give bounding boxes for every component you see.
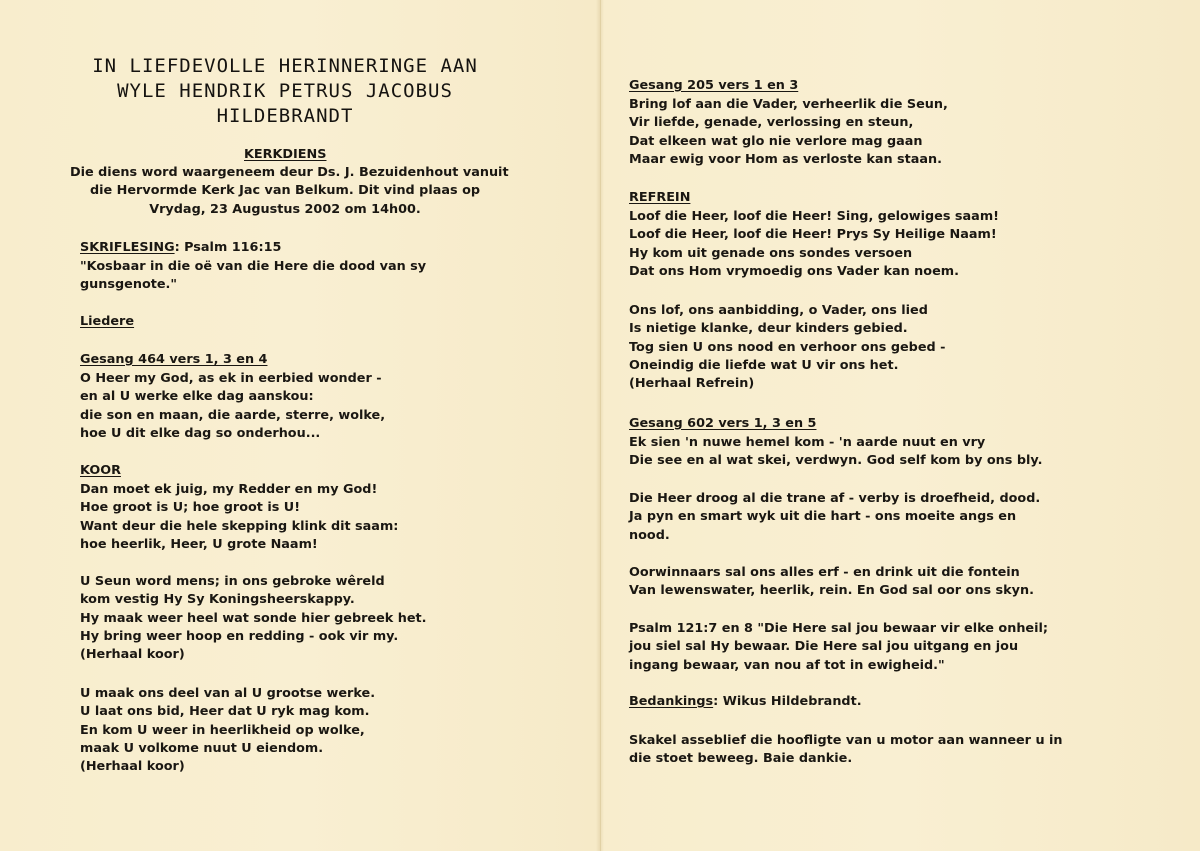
koor-text xyxy=(80,481,398,554)
text-line: U maak ons deel van al U grootse werke. xyxy=(80,686,376,701)
title-line: WYLE HENDRIK PETRUS JACOBUS xyxy=(117,80,453,102)
text-line: U Seun word mens; in ons gebroke wêreld xyxy=(80,574,385,589)
skriflesing-line xyxy=(80,239,281,257)
text-line: Hoe groot is U; hoe groot is U! xyxy=(80,500,301,516)
kerkdiens-heading: KERKDIENS xyxy=(244,147,327,162)
text-line: hoe heerlik, Heer, U grote Naam! xyxy=(80,536,318,552)
gesang205-heading: Gesang 205 vers 1 en 3 xyxy=(629,78,799,93)
text-line: (Herhaal koor) xyxy=(80,647,185,663)
text-line: Ja pyn en smart wyk uit die hart - ons moeite angs en xyxy=(629,509,1017,525)
bedankings-label: Bedankings xyxy=(629,694,714,709)
text-line: Die Heer droog al die trane af - verby is droefheid, dood. xyxy=(629,491,1041,506)
text-line: Skakel asseblief die hoofligte van u motor aan wanneer u in xyxy=(629,733,1063,748)
koor-heading: KOOR xyxy=(80,463,121,478)
text-line: die son en maan, die aarde, sterre, wolke, xyxy=(80,407,386,423)
gesang464-heading: Gesang 464 vers 1, 3 en 4 xyxy=(80,352,268,367)
gesang602-heading: Gesang 602 vers 1, 3 en 5 xyxy=(629,416,817,431)
text-line: (Herhaal Refrein) xyxy=(629,376,755,392)
text-line: jou siel sal Hy bewaar. Die Here sal jou uitgang en jou xyxy=(629,639,1019,655)
bedankings-line xyxy=(629,693,862,711)
title-line: IN LIEFDEVOLLE HERINNERINGE AAN xyxy=(92,55,478,77)
text-line: Ons lof, ons aanbidding, o Vader, ons lied xyxy=(629,303,928,318)
gesang205-verse3 xyxy=(629,302,945,393)
text-line: O Heer my God, as ek in eerbied wonder - xyxy=(80,371,382,386)
text-line: Oneindig die liefde wat U vir ons het. xyxy=(629,357,899,373)
text-line: Oorwinnaars sal ons alles erf - en drink uit die fontein xyxy=(629,565,1020,580)
text-line: Die diens word waargeneem deur Ds. J. Bezuidenhout vanuit xyxy=(70,165,509,180)
text-line: hoe U dit elke dag so onderhou... xyxy=(80,425,321,441)
text-line: Hy bring weer hoop en redding - ook vir my. xyxy=(80,628,399,644)
skriflesing-text xyxy=(80,258,426,295)
text-line: (Herhaal koor) xyxy=(80,759,185,775)
text-line: Dat ons Hom vrymoedig ons Vader kan noem. xyxy=(629,263,959,279)
text-line: Bring lof aan die Vader, verheerlik die Seun, xyxy=(629,97,948,112)
text-line: Vir liefde, genade, verlossing en steun, xyxy=(629,115,914,131)
psalm121-text xyxy=(629,620,1048,675)
text-line: ingang bewaar, van nou af tot in ewigheid." xyxy=(629,657,945,673)
gesang205-verse1 xyxy=(629,96,948,169)
closing-note xyxy=(629,732,1063,769)
text-line: Hy kom uit genade ons sondes versoen xyxy=(629,245,913,261)
text-line: Tog sien U ons nood en verhoor ons gebed - xyxy=(629,339,946,355)
text-line: Ek sien 'n nuwe hemel kom - 'n aarde nuut en vry xyxy=(629,435,986,450)
bedankings-value: : Wikus Hildebrandt. xyxy=(713,694,862,709)
text-line: en al U werke elke dag aanskou: xyxy=(80,389,314,405)
text-line: U laat ons bid, Heer dat U ryk mag kom. xyxy=(80,704,370,720)
skriflesing-label: SKRIFLESING xyxy=(80,240,175,255)
text-line: die stoet beweeg. Baie dankie. xyxy=(629,751,853,767)
text-line: Van lewenswater, heerlik, rein. En God sal oor ons skyn. xyxy=(629,583,1034,599)
kerkdiens-text xyxy=(70,164,509,219)
text-line: Vrydag, 23 Augustus 2002 om 14h00. xyxy=(149,201,421,217)
liedere-heading: Liedere xyxy=(80,314,135,329)
text-line: gunsgenote." xyxy=(80,277,178,293)
refrein-text xyxy=(629,208,999,281)
text-line: "Kosbaar in die oë van die Here die dood van sy xyxy=(80,259,427,274)
gesang464-verse3 xyxy=(80,573,427,664)
text-line: Loof die Heer, loof die Heer! Sing, gelowiges saam! xyxy=(629,209,999,224)
text-line: maak U volkome nuut U eiendom. xyxy=(80,740,324,756)
skriflesing-reference: : Psalm 116:15 xyxy=(174,240,282,255)
text-line: En kom U weer in heerlikheid op wolke, xyxy=(80,722,365,738)
text-line: Want deur die hele skepping klink dit saam: xyxy=(80,518,399,534)
text-line: die Hervormde Kerk Jac van Belkum. Dit vind plaas op xyxy=(89,183,481,199)
text-line: Die see en al wat skei, verdwyn. God self kom by ons bly. xyxy=(629,453,1043,469)
title-line: HILDEBRANDT xyxy=(216,105,354,127)
refrein-heading: REFREIN xyxy=(629,190,691,205)
text-line: nood. xyxy=(629,527,670,543)
memorial-title xyxy=(80,54,490,129)
text-line: Loof die Heer, loof die Heer! Prys Sy Heilige Naam! xyxy=(629,227,997,243)
text-line: Dan moet ek juig, my Redder en my God! xyxy=(80,482,378,497)
gesang464-verse4 xyxy=(80,685,375,776)
text-line: Maar ewig voor Hom as verloste kan staan. xyxy=(629,151,943,167)
gesang602-verse5 xyxy=(629,564,1034,601)
gesang602-verse1 xyxy=(629,434,1042,471)
gesang464-verse1 xyxy=(80,370,385,443)
text-line: Dat elkeen wat glo nie verlore mag gaan xyxy=(629,133,923,149)
gesang602-verse3 xyxy=(629,490,1040,545)
text-line: kom vestig Hy Sy Koningsheerskappy. xyxy=(80,592,355,608)
page-fold xyxy=(596,0,604,851)
text-line: Psalm 121:7 en 8 "Die Here sal jou bewaar vir elke onheil; xyxy=(629,621,1048,636)
text-line: Hy maak weer heel wat sonde hier gebreek het. xyxy=(80,610,427,626)
text-line: Is nietige klanke, deur kinders gebied. xyxy=(629,321,908,337)
